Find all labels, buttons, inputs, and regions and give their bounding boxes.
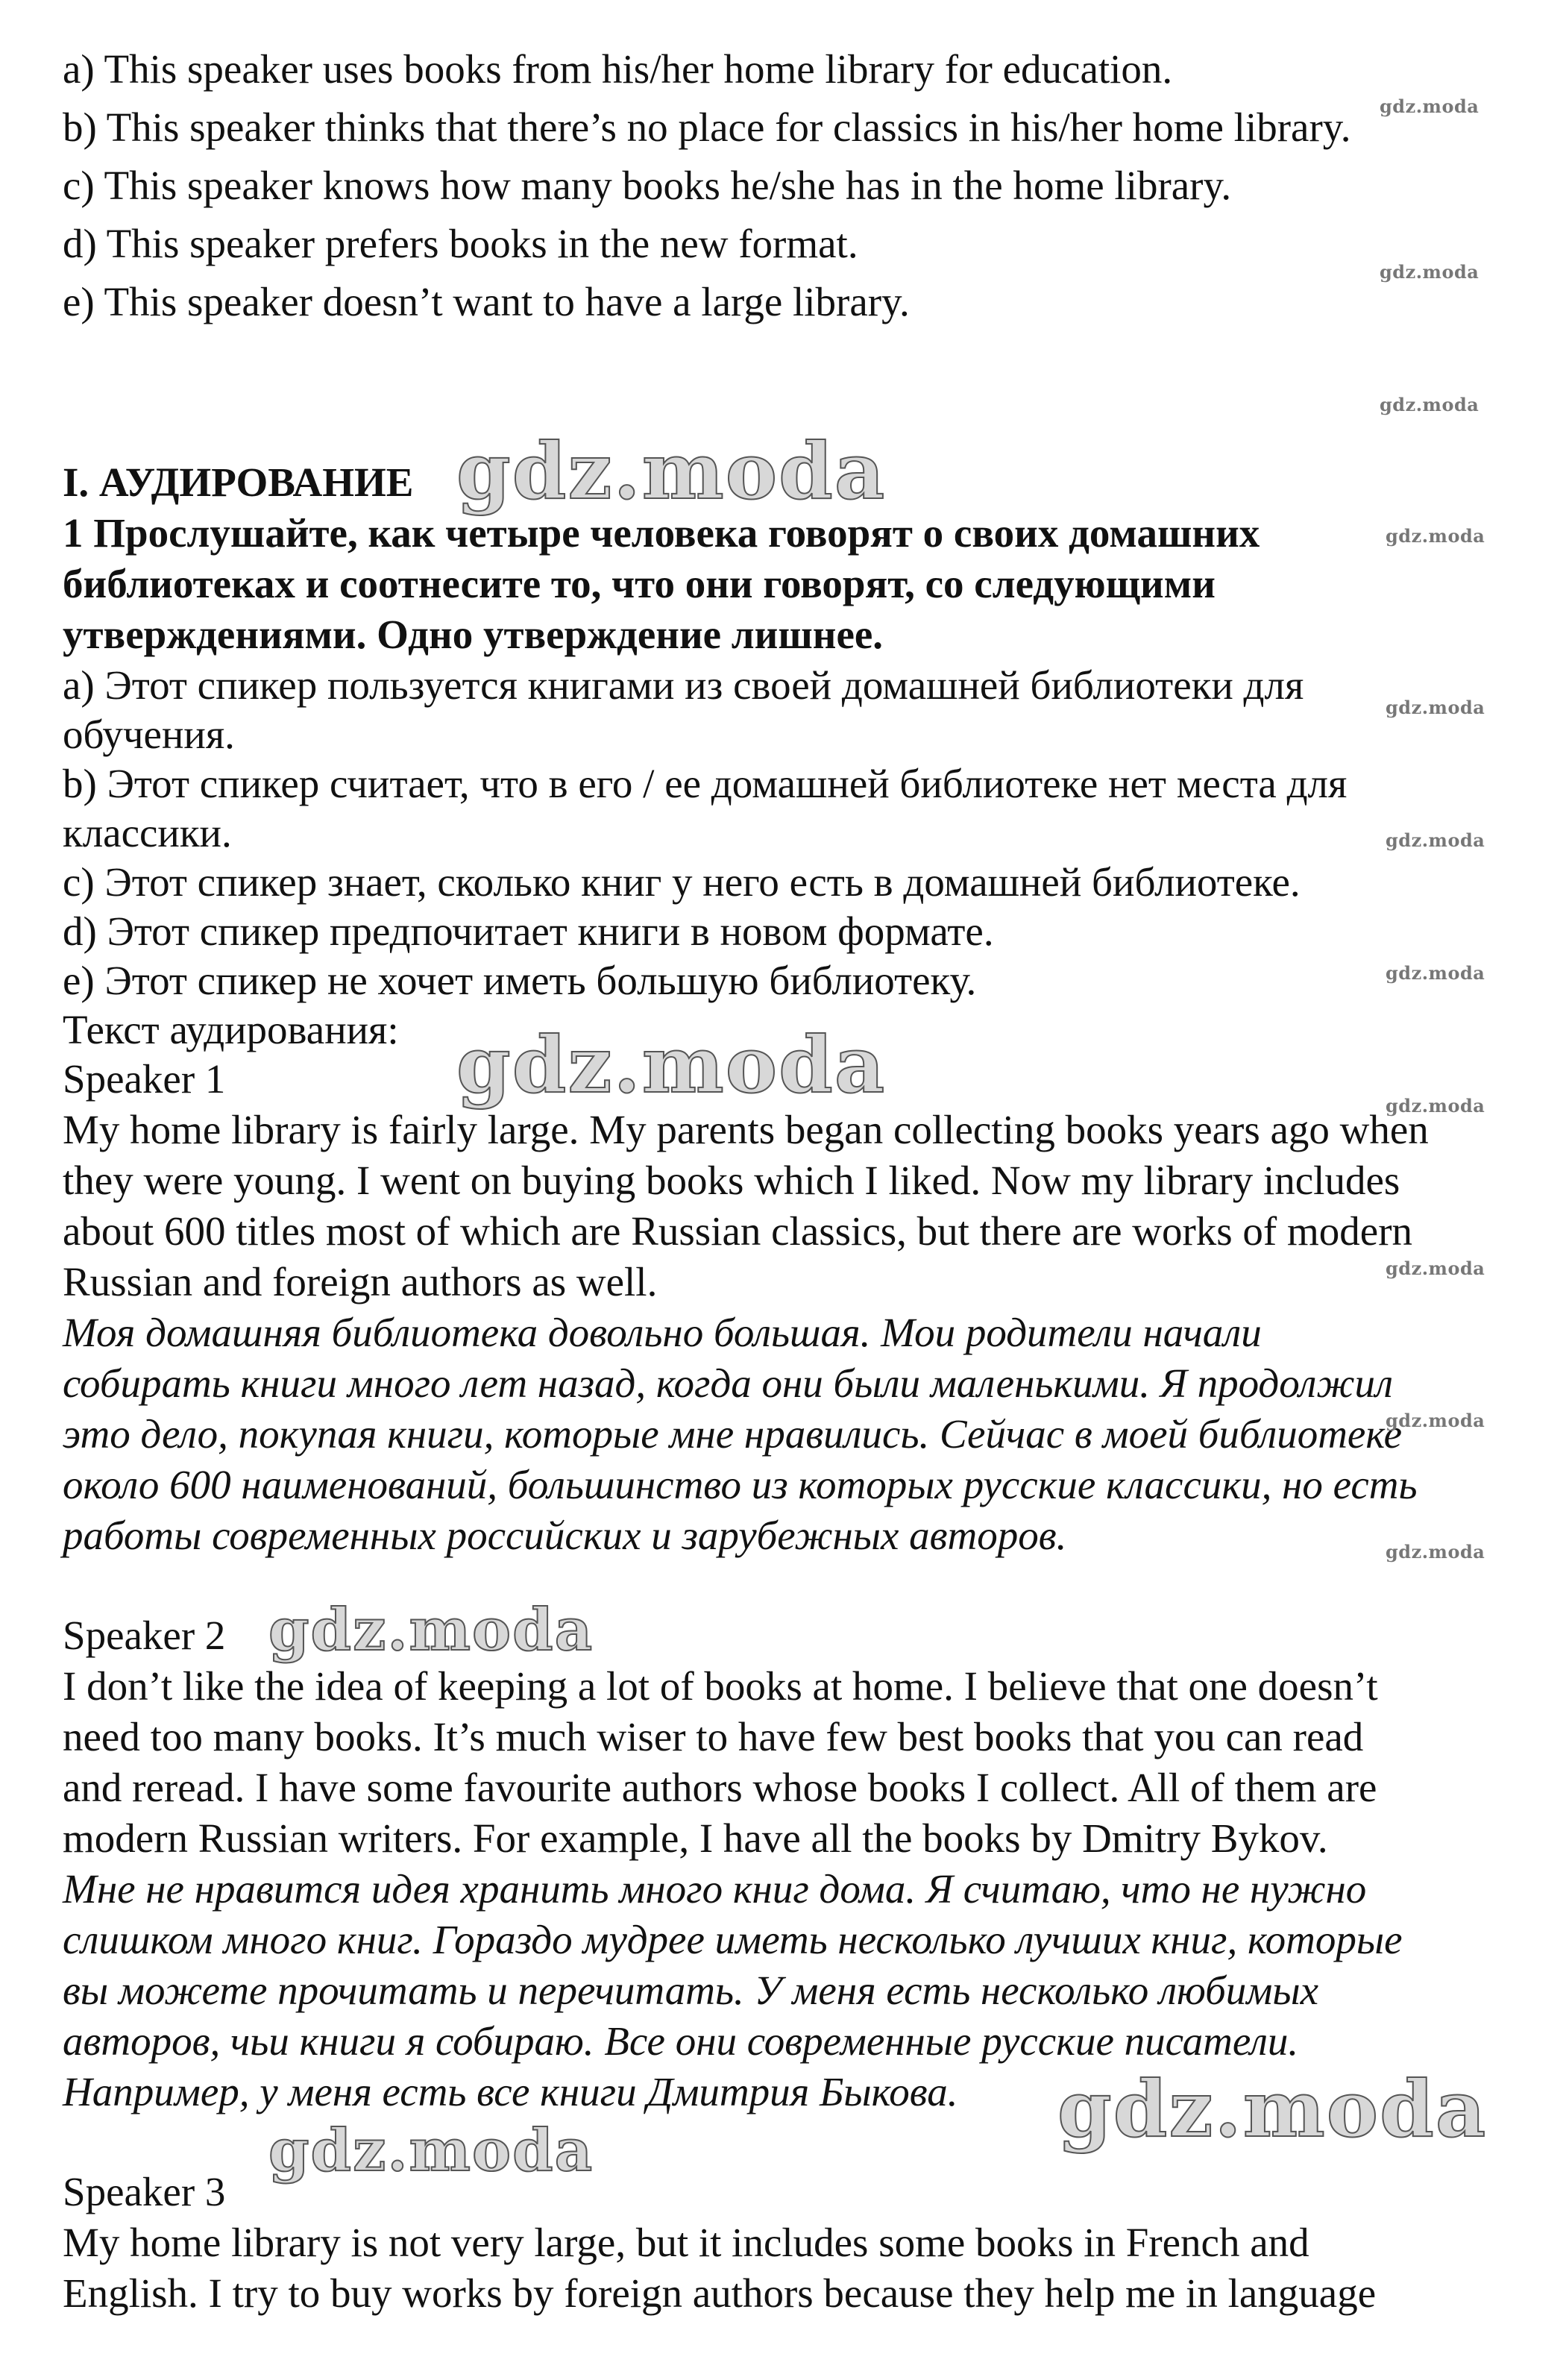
watermark-small: gdz.moda bbox=[1386, 1257, 1485, 1279]
section-heading: I. АУДИРОВАНИЕ bbox=[63, 459, 414, 505]
watermark-large: gdz.moda bbox=[456, 1019, 887, 1111]
option-ru-line: c) Этот спикер знает, сколько книг у него есть в домашней библиотеке. bbox=[63, 859, 1301, 905]
watermark-small: gdz.moda bbox=[1380, 261, 1479, 283]
translation-line: вы можете прочитать и перечитать. У меня есть несколько любимых bbox=[63, 1968, 1318, 2013]
translation-line: собирать книги много лет назад, когда они были маленькими. Я продолжил bbox=[63, 1360, 1393, 1406]
option-en-c: c) This speaker knows how many books he/she has in the home library. bbox=[63, 163, 1232, 208]
speaker-text-line: modern Russian writers. For example, I have all the books by Dmitry Bykov. bbox=[63, 1815, 1328, 1861]
translation-line: Моя домашняя библиотека довольно большая. Мои родители начали bbox=[63, 1310, 1262, 1355]
speaker-text-line: I don’t like the idea of keeping a lot of books at home. I believe that one doesn’t bbox=[63, 1663, 1378, 1709]
watermark-small: gdz.moda bbox=[1380, 95, 1479, 117]
option-en-d: d) This speaker prefers books in the new format. bbox=[63, 221, 858, 266]
speaker-text-line: they were young. I went on buying books which I liked. Now my library includes bbox=[63, 1158, 1400, 1203]
watermark-large: gdz.moda bbox=[268, 1596, 594, 1664]
option-ru-line: обучения. bbox=[63, 712, 235, 757]
option-ru-line: b) Этот спикер считает, что в его / ее домашней библиотеке нет места для bbox=[63, 761, 1348, 806]
translation-line: слишком много книг. Гораздо мудрее иметь несколько лучших книг, которые bbox=[63, 1917, 1403, 1962]
speaker-label: Speaker 3 bbox=[63, 2169, 226, 2214]
speaker-label: Speaker 2 bbox=[63, 1613, 226, 1658]
translation-line: работы современных российских и зарубежных авторов. bbox=[63, 1513, 1067, 1558]
option-ru-line: d) Этот спикер предпочитает книги в новом формате. bbox=[63, 908, 994, 954]
speaker-text-line: Russian and foreign authors as well. bbox=[63, 1259, 658, 1304]
speaker-label: Speaker 1 bbox=[63, 1056, 226, 1102]
speaker-text-line: My home library is fairly large. My parents began collecting books years ago when bbox=[63, 1107, 1429, 1152]
option-en-e: e) This speaker doesn’t want to have a large library. bbox=[63, 279, 910, 324]
watermark-small: gdz.moda bbox=[1386, 1541, 1485, 1563]
speaker-text-line: English. I try to buy works by foreign authors because they help me in language bbox=[63, 2270, 1377, 2316]
watermark-large: gdz.moda bbox=[1057, 2063, 1488, 2155]
watermark-large: gdz.moda bbox=[456, 425, 887, 517]
task-line: библиотеках и соотнесите то, что они говорят, со следующими bbox=[63, 561, 1216, 606]
speaker-text-line: My home library is not very large, but it includes some books in French and bbox=[63, 2220, 1309, 2265]
option-en-b: b) This speaker thinks that there’s no place for classics in his/her home library. bbox=[63, 104, 1351, 150]
speaker-text-line: and reread. I have some favourite authors whose books I collect. All of them are bbox=[63, 1765, 1377, 1810]
option-ru-line: e) Этот спикер не хочет иметь большую библиотеку. bbox=[63, 958, 977, 1003]
watermark-small: gdz.moda bbox=[1386, 962, 1485, 984]
task-line: 1 Прослушайте, как четыре человека говорят о своих домашних bbox=[63, 510, 1260, 556]
watermark-small: gdz.moda bbox=[1386, 525, 1485, 547]
translation-line: Мне не нравится идея хранить много книг дома. Я считаю, что не нужно bbox=[63, 1866, 1367, 1912]
option-en-a: a) This speaker uses books from his/her home library for education. bbox=[63, 46, 1173, 92]
translation-line: это дело, покупая книги, которые мне нравились. Сейчас в моей библиотеке bbox=[63, 1411, 1403, 1457]
speaker-text-line: need too many books. It’s much wiser to have few best books that you can read bbox=[63, 1714, 1364, 1759]
watermark-small: gdz.moda bbox=[1386, 1410, 1485, 1431]
translation-line: авторов, чьи книги я собираю. Все они современные русские писатели. bbox=[63, 2018, 1299, 2064]
watermark-small: gdz.moda bbox=[1386, 829, 1485, 851]
transcript-label: Текст аудирования: bbox=[63, 1007, 399, 1052]
watermark-small: gdz.moda bbox=[1380, 394, 1479, 415]
speaker-text-line: about 600 titles most of which are Russian classics, but there are works of modern bbox=[63, 1208, 1413, 1254]
option-ru-line: классики. bbox=[63, 810, 232, 855]
watermark-small: gdz.moda bbox=[1386, 1095, 1485, 1117]
watermark-small: gdz.moda bbox=[1386, 697, 1485, 718]
translation-line: около 600 наименований, большинство из которых русские классики, но есть bbox=[63, 1462, 1418, 1507]
watermark-large: gdz.moda bbox=[268, 2117, 594, 2185]
translation-line: Например, у меня есть все книги Дмитрия Быкова. bbox=[63, 2069, 958, 2114]
task-line: утверждениями. Одно утверждение лишнее. bbox=[63, 612, 884, 657]
option-ru-line: a) Этот спикер пользуется книгами из своей домашней библиотеки для bbox=[63, 662, 1304, 708]
